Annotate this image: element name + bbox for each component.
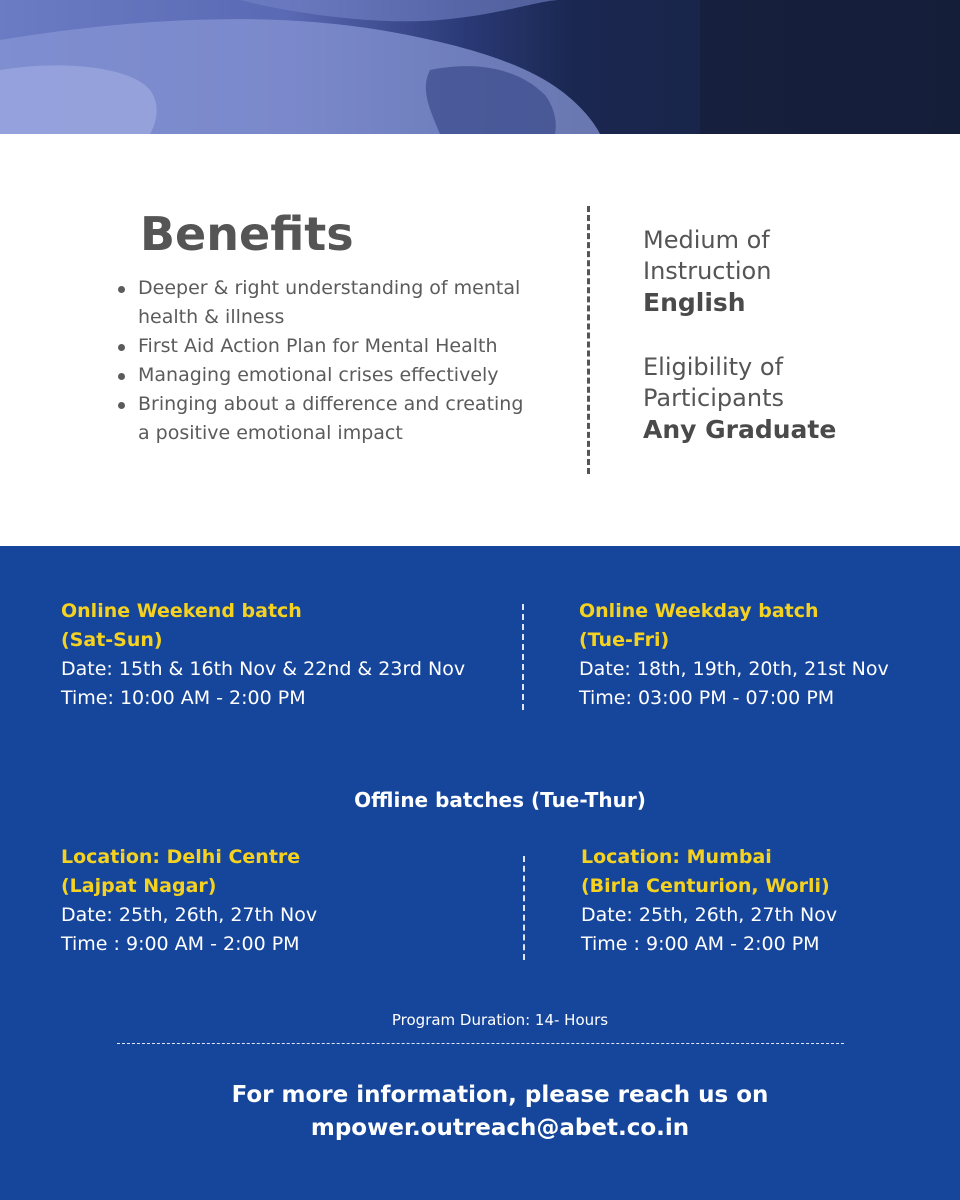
- batch-title: Online Weekend batch: [61, 600, 302, 622]
- eligibility-value: Any Graduate: [643, 415, 837, 444]
- contact-info: [0, 1079, 960, 1145]
- benefit-item: Managing emotional crises effectively: [138, 361, 528, 390]
- footer-divider: [117, 1043, 844, 1044]
- batch-days: (Tue-Fri): [579, 629, 670, 651]
- hero-photo: [0, 0, 960, 134]
- offline-delhi-batch: [61, 843, 511, 959]
- batch-date: Date: 25th, 26th, 27th Nov: [581, 904, 838, 926]
- offline-column-divider: [523, 856, 525, 960]
- batch-time: Time : 9:00 AM - 2:00 PM: [61, 933, 300, 955]
- batch-location: Location: Mumbai: [581, 846, 772, 868]
- offline-mumbai-batch: [581, 843, 951, 959]
- batch-time: Time: 10:00 AM - 2:00 PM: [61, 687, 306, 709]
- batch-date: Date: 18th, 19th, 20th, 21st Nov: [579, 658, 889, 680]
- batch-area: (Birla Centurion, Worli): [581, 875, 830, 897]
- batch-time: Time: 03:00 PM - 07:00 PM: [579, 687, 835, 709]
- batch-time: Time : 9:00 AM - 2:00 PM: [581, 933, 820, 955]
- contact-email-link[interactable]: mpower.outreach@abet.co.in: [310, 1115, 690, 1141]
- benefits-title: Benefits: [140, 207, 354, 261]
- eligibility-label-line1: Eligibility of: [643, 353, 784, 381]
- batch-area: (Lajpat Nagar): [61, 875, 217, 897]
- medium-of-instruction: [643, 225, 933, 318]
- offline-heading: Offline batches (Tue-Thur): [354, 788, 646, 812]
- medium-label-line1: Medium of: [643, 226, 770, 254]
- eligibility-label-line2: Participants: [643, 384, 784, 412]
- hands-photo-illustration: [0, 0, 960, 134]
- medium-value: English: [643, 288, 746, 317]
- benefits-list: [138, 274, 528, 448]
- benefit-item: First Aid Action Plan for Mental Health: [138, 332, 528, 361]
- batch-location: Location: Delhi Centre: [61, 846, 301, 868]
- online-weekend-batch: [61, 597, 511, 713]
- benefit-item: Bringing about a difference and creating a positive emotional impact: [138, 390, 528, 448]
- benefits-section: [0, 134, 960, 546]
- benefit-item: Deeper & right understanding of mental health & illness: [138, 274, 528, 332]
- batch-date: Date: 25th, 26th, 27th Nov: [61, 904, 318, 926]
- online-column-divider: [522, 604, 524, 710]
- batch-date: Date: 15th & 16th Nov & 22nd & 23rd Nov: [61, 658, 466, 680]
- online-weekday-batch: [579, 597, 949, 713]
- schedule-section: [0, 546, 960, 1200]
- medium-label-line2: Instruction: [643, 257, 772, 285]
- batch-title: Online Weekday batch: [579, 600, 819, 622]
- benefits-divider: [587, 206, 590, 474]
- contact-text: For more information, please reach us on: [231, 1082, 769, 1108]
- batch-days: (Sat-Sun): [61, 629, 163, 651]
- eligibility: [643, 352, 933, 445]
- program-duration: Program Duration: 14- Hours: [391, 1011, 609, 1029]
